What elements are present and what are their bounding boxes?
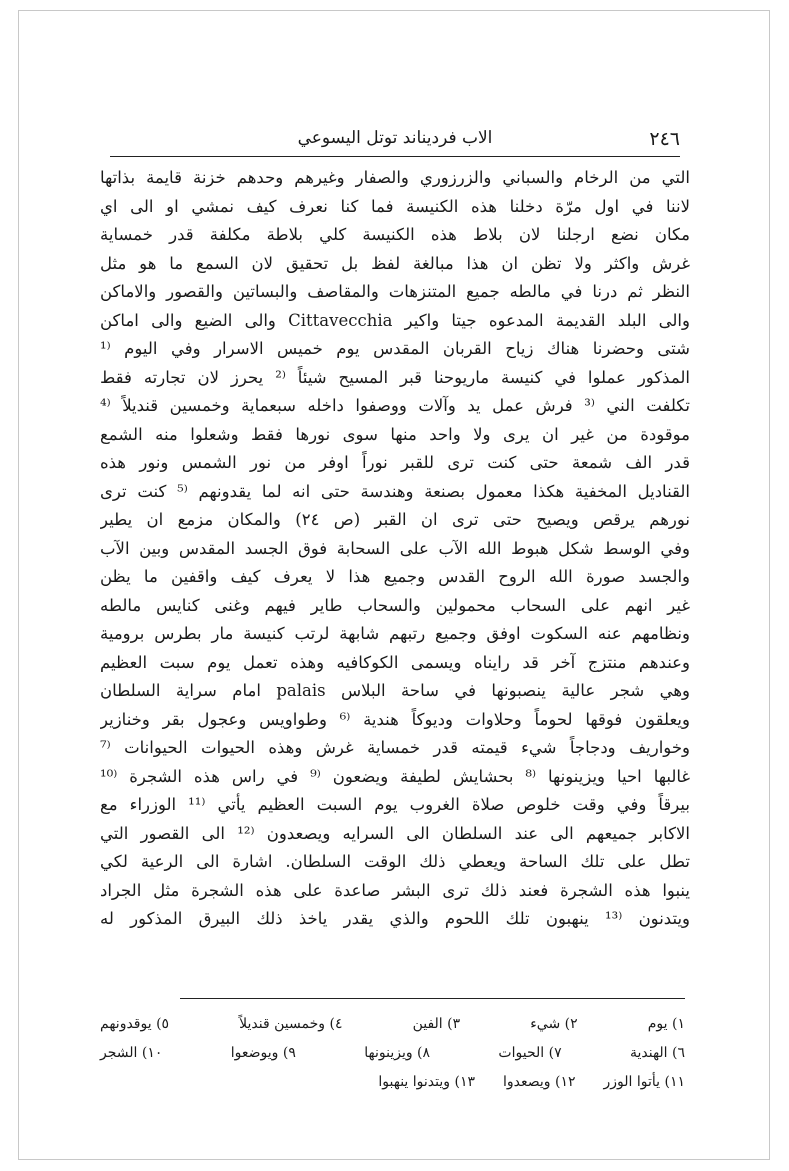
footnote: ٧) الحيوات xyxy=(498,1045,562,1061)
text-line: وفي الوسط شكل هبوط الله الآب على السحابة فوق الجسد المقدس وبين الآب xyxy=(100,538,690,558)
text-line: التي من الرخام والسباني والزرزوري والصفار وغيرهم وحدهم خزنة قايمة بذاتها xyxy=(100,168,690,187)
text-line: شتى وحضرنا هناك زياح القربان المقدس يوم خميس الاسرار وفي اليوم ⁽¹ xyxy=(100,339,690,358)
page-header xyxy=(110,128,680,158)
footnote: ٦) الهندية xyxy=(629,1045,685,1061)
header-rule xyxy=(110,156,680,157)
text-line: قدر الف شمعة حتى كنت ترى للقبر نوراً اوفر من نور الشمس ونور هذه xyxy=(100,453,690,472)
text-line: المذكور عملوا في كنيسة ماريوحنا قبر المسيح شيئاً ⁽² يحرز لان تجارته فقط xyxy=(100,367,690,387)
footnote: ١٣) ويتدنوا ينهبوا xyxy=(378,1074,475,1090)
footnote: ٣) الفين xyxy=(412,1016,461,1032)
footnote: ١) يوم xyxy=(647,1016,685,1032)
footnote-row xyxy=(100,1068,685,1097)
text-line: نورهم يرقص ويصيح حتى ترى ان القبر (ص ٢٤) والمكان مزمع ان يطير xyxy=(100,510,690,529)
text-line: تكلفت الني ⁽³ فرش عمل يد وآلات ووصفوا داخله سبعماية وخمسين قنديلاً ⁽⁴ xyxy=(100,396,690,415)
text-line: غالبها احيا ويزينونها ⁽⁸ بحشايش لطيفة ويضعون ⁽⁹ في راس هذه الشجرة ⁽¹⁰ xyxy=(100,766,690,786)
body-text xyxy=(100,164,690,934)
text-line: ويتدنون ⁽¹³ ينهبون تلك اللحوم والذي يقدر ياخذ ذلك البيرق المذكور له xyxy=(100,909,690,928)
text-line: غير انهم على السحاب محمولين والسحاب طاير فيهم وغنى كنايس مالطه xyxy=(100,595,690,615)
text-line: والى البلد القديمة المدعوه جيتا واكير Cittavecchia والى الضيع والى اماكن xyxy=(100,310,690,330)
footnote: ٩) ويوضعوا xyxy=(230,1045,296,1061)
page-number: ٢٤٦ xyxy=(649,128,680,150)
text-line: مكان نضع ارجلنا لان بلاط هذه الكنيسة كلي بلاطة مكلفة قدر خمساية xyxy=(100,225,690,244)
text-line: ويعلقون فوقها لحوماً وحلاوات وديوكاً هندية ⁽⁶ وطواويس وعجول بقر وخنازير xyxy=(100,709,690,729)
text-line: موقودة من غير ان يرى ولا واحد منها سوى نورها فقط وشعلوا منه الشمع xyxy=(100,424,690,444)
footnote: ٤) وخمسين قنديلاً xyxy=(239,1016,343,1032)
text-line: وعندهم منتزج آخر قد رايناه ويسمى الكوكافيه وهذه تعمل يوم سبت العظيم xyxy=(100,652,690,672)
footnotes xyxy=(100,1010,685,1097)
text-line: ينبوا هذه الشجرة فعند ذلك ترى البشر صاعدة على هذه الشجرة مثل الجراد xyxy=(100,880,690,900)
footnote: ٨) ويزينونها xyxy=(364,1045,431,1061)
footnote-rule xyxy=(180,998,685,999)
footnote-row xyxy=(100,1010,685,1039)
text-line: والجسد صورة الله الروح القدس وجميع هذا لا يعرف كيف واقفين ما يظن xyxy=(100,567,690,586)
text-line: بيرقاً وفي وقت خلوص صلاة الغروب يوم السبت العظيم يأتي ⁽¹¹ الوزراء مع xyxy=(100,795,690,814)
running-title: الاب فرديناند توتل اليسوعي xyxy=(297,128,493,148)
text-line: القناديل المخفية هكذا معمول بصنعة وهندسة حتى انه لما يقدونهم ⁽⁵ كنت ترى xyxy=(100,481,690,501)
footnote: ١١) يأتوا الوزر xyxy=(603,1074,685,1090)
text-line: وخواريف ودجاجاً شيء قيمته قدر خمساية غرش وهذه الحيوات الحيوانات ⁽⁷ xyxy=(100,738,690,757)
text-line: غرش واكثر ولا تظن ان هذا مبالغة لفظ بل تحقيق لان السمع ما هو مثل xyxy=(100,253,690,273)
footnote: ١٢) ويصعدوا xyxy=(502,1074,576,1090)
footnote-row xyxy=(100,1039,685,1068)
text-line: تطل على تلك الساحة ويعطي ذلك الوقت السلطان. اشارة الى الرعية لكي xyxy=(100,852,690,871)
footnote: ٢) شيء xyxy=(530,1016,578,1032)
footnote: ١٠) الشجر xyxy=(100,1045,163,1061)
text-line: النظر ثم درنا في مالطه جميع المتنزهات والمقاصف والبساتين والقصور والاماكن xyxy=(100,282,690,301)
text-line: وهي شجر عالية ينصبونها في ساحة البلاس palais امام سراية السلطان xyxy=(100,681,690,700)
text-line: ونظامهم عنه السكوت اوفق وجميع رتبهم شابهة لرتب كنيسة مار بطرس برومية xyxy=(100,624,690,643)
text-line: الاكابر جميعهم الى عند السلطان الى السرايه ويصعدون ⁽¹² الى القصور التي xyxy=(100,823,690,843)
text-line: لاننا في اول مرّة دخلنا هذه الكنيسة فما كنا نعرف كيف نمشي او الى اي xyxy=(100,196,690,216)
footnote: ٥) يوقدونهم xyxy=(100,1016,170,1032)
